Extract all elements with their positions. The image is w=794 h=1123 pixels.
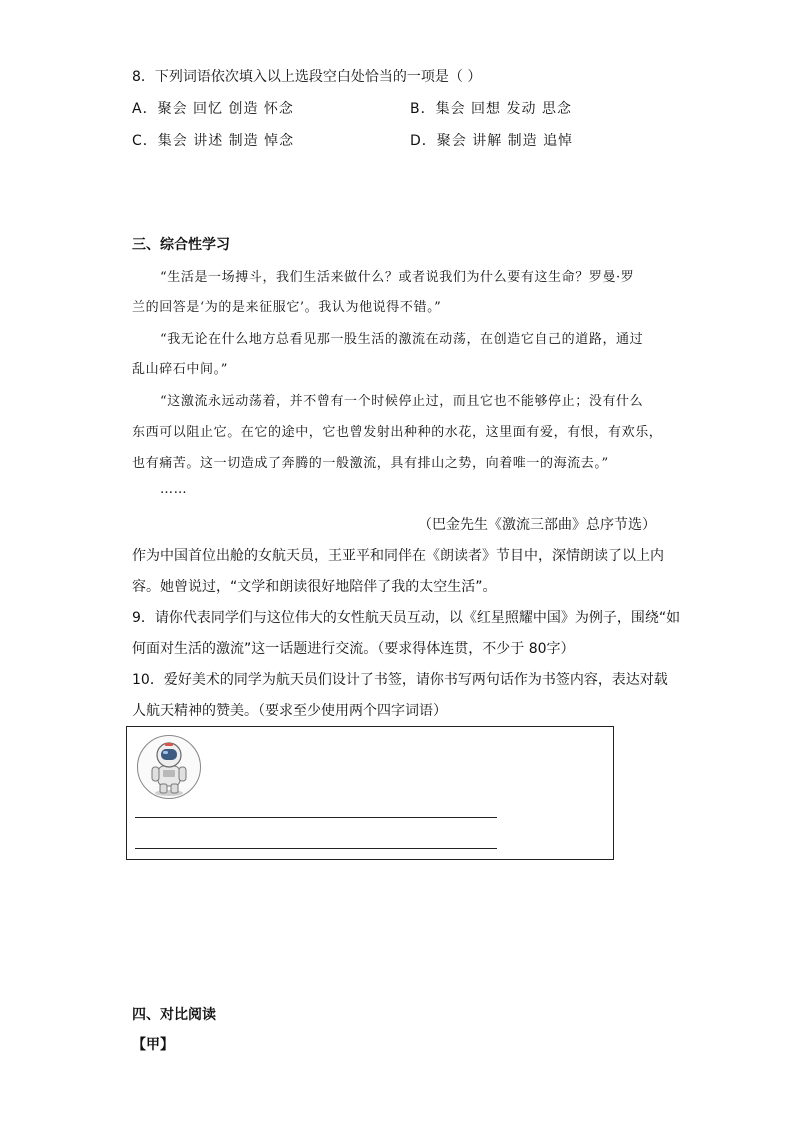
q8-option-d: D．聚会 讲解 制造 追悼 xyxy=(410,133,574,149)
q8-option-b: B．集会 回想 发动 思念 xyxy=(410,101,572,117)
quote-line: “这激流永远动荡着，并不曾有一个时候停止过，而且它也不能够停止；没有什么 xyxy=(160,394,644,409)
intro-line: 作为中国首位出舱的女航天员，王亚平和同伴在《朗读者》节目中，深情朗读了以上内 xyxy=(132,548,664,564)
q10-line: 10．爱好美术的同学为航天员们设计了书签，请你书写两句话作为书签内容，表达对载 xyxy=(132,672,668,688)
quote-line: 东西可以阻止它。在它的途中，它也曾发射出种种的水花，这里面有爱，有恨，有欢乐， xyxy=(132,425,663,440)
q9-line: 何面对生活的激流”这一话题进行交流。（要求得体连贯，不少于 80字） xyxy=(132,641,575,657)
answer-line[interactable] xyxy=(135,817,497,818)
q8-stem: 8．下列词语依次填入以上选段空白处恰当的一项是（ ） xyxy=(132,69,482,85)
q9-line: 9．请你代表同学们与这位伟大的女性航天员互动，以《红星照耀中国》为例子，围绕“如 xyxy=(132,610,681,626)
quote-line: 也有痛苦。这一切造成了奔腾的一般激流，具有排山之势，向着唯一的海流去。” xyxy=(132,456,609,471)
bookmark-answer-box xyxy=(126,726,614,860)
quote-source: （巴金先生《激流三部曲》总序节选） xyxy=(418,517,656,533)
q8-option-a: A．聚会 回忆 创造 怀念 xyxy=(132,101,294,117)
q8-option-c: C．集会 讲述 制造 悼念 xyxy=(132,133,295,149)
section4-heading: 四、对比阅读 xyxy=(132,1007,216,1023)
quote-line: 乱山碎石中间。” xyxy=(132,362,228,377)
quote-line: 兰的回答是‘为的是来征服它’。我认为他说得不错。” xyxy=(132,300,442,315)
section3-heading: 三、综合性学习 xyxy=(132,237,230,253)
q10-line: 人航天精神的赞美。（要求至少使用两个四字词语） xyxy=(132,703,447,719)
quote-line: “我无论在什么地方总看见那一股生活的激流在动荡，在创造它自己的道路，通过 xyxy=(160,332,644,347)
answer-line[interactable] xyxy=(135,848,497,849)
quote-line: “生活是一场搏斗，我们生活来做什么？或者说我们为什么要有这生命？罗曼·罗 xyxy=(160,270,635,285)
quote-ellipsis: …… xyxy=(160,482,188,497)
intro-line: 容。她曾说过，“文学和朗读很好地陪伴了我的太空生活”。 xyxy=(132,579,497,595)
section4-sub: 【甲】 xyxy=(132,1037,174,1053)
astronaut-icon xyxy=(137,735,201,799)
